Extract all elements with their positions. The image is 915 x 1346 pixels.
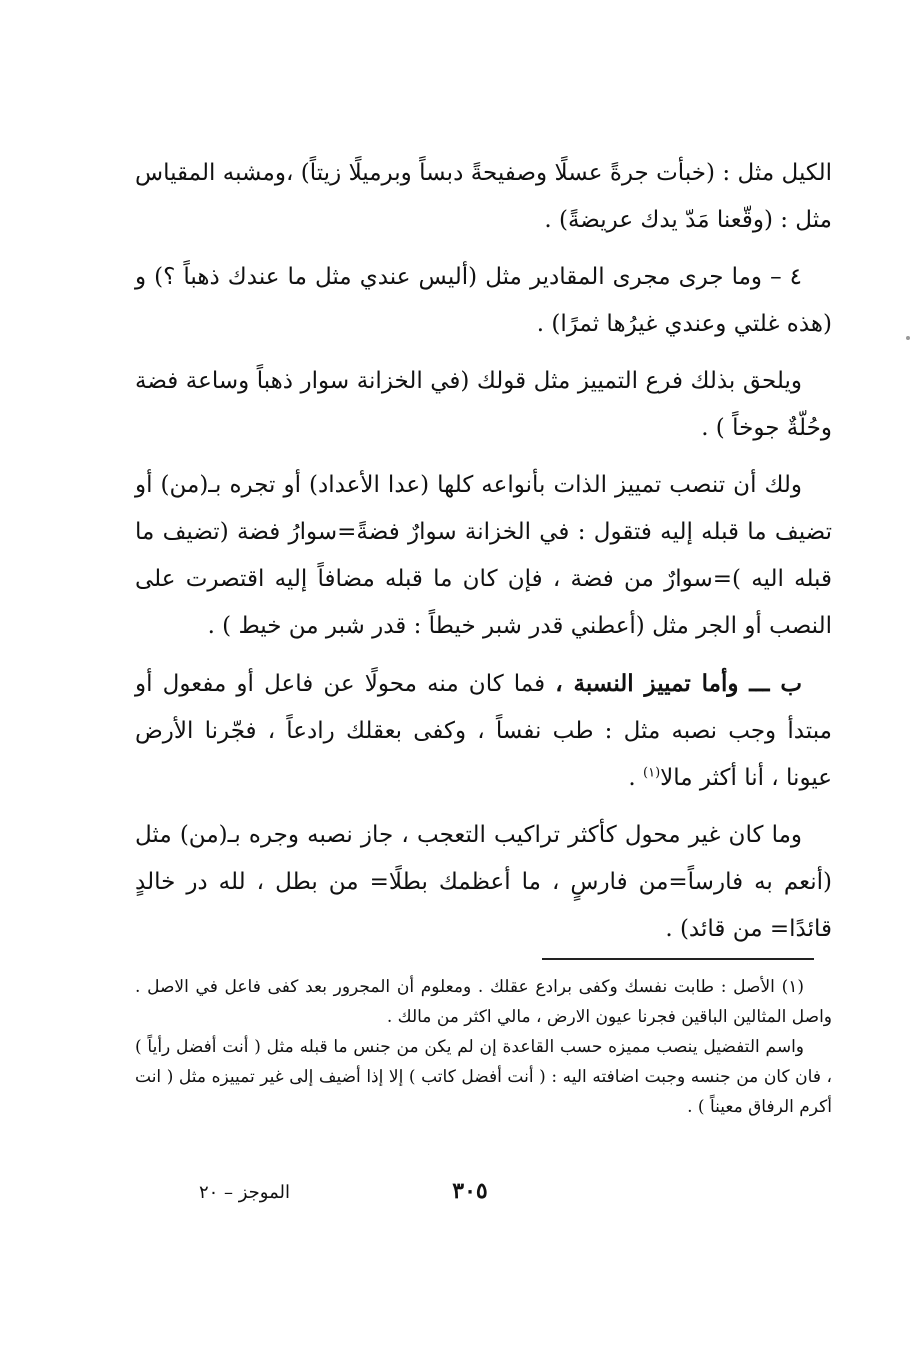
paragraph-5 — [135, 660, 832, 802]
paragraph-4 — [135, 462, 832, 650]
paragraph-2-text: ٤ – وما جرى مجرى المقادير مثل (أليس عندي مثل ما عندك ذهباً ؟) و (هذه غلتي وعندي غيرُها ثمرًا) . — [135, 264, 832, 337]
book-signature: الموجز – ٢٠ — [198, 1182, 290, 1203]
paragraph-6-text: وما كان غير محول كأكثر تراكيب التعجب ، جاز نصبه وجره بـ(من) مثل (أنعم به فارساً=من فارسٍ ، ما أعظمك بطلًا= من بطل ، لله در خالدٍ قائدًا= من قائد) . — [135, 822, 832, 942]
footnote-marker[interactable]: (١) — [643, 765, 661, 781]
footnote-1-text: (١) الأصل : طابت نفسك وكفى برادع عقلك . ومعلوم أن المجرور بعد كفى فاعل في الاصل . واصل المثالين الباقين فجرنا عيون الارض ، مالي اكثر من مالك . — [135, 977, 832, 1027]
footnote-divider — [542, 958, 814, 960]
paragraph-4-text: ولك أن تنصب تمييز الذات بأنواعه كلها (عدا الأعداد) أو تجره بـ(من) أو تضيف ما قبله إليه فتقول : في الخزانة سوارٌ فضةً=سوارُ فضة (تضيف ما قبله اليه )=سوارٌ من فضة ، فإن كان ما قبله مضافاً إليه اقتصرت على النصب أو الجر مثل (أعطني قدر شبر خيطاً : قدر شبر من خيط ) . — [135, 472, 832, 639]
paragraph-2 — [135, 254, 832, 348]
paragraph-3-text: ويلحق بذلك فرع التمييز مثل قولك (في الخزانة سوار ذهباً وساعة فضة وحُلّةٌ جوخاً ) . — [135, 368, 832, 441]
footnote-2 — [135, 1032, 832, 1122]
paragraph-5-text: فما كان منه محولًا عن فاعل أو مفعول أو مبتدأ وجب نصبه مثل : طب نفساً ، وكفى بعقلك رادعاً ، فجّرنا الأرض عيونا ، أنا أكثر مالا — [135, 671, 832, 791]
paragraph-5-tail: . — [628, 765, 644, 791]
margin-dot — [906, 336, 910, 340]
footnote-2-text: واسم التفضيل ينصب مميزه حسب القاعدة إن لم يكن من جنس ما قبله مثل ( أنت أفضل رأياً ) ، فان كان من جنسه وجبت اضافته اليه : ( أنت أفضل كاتب ) إلا إذا أضيف إلى غير تمييزه مثل ( انت أكرم الرفاق معيناً ) . — [135, 1037, 832, 1117]
paragraph-3 — [135, 358, 832, 452]
paragraph-6 — [135, 812, 832, 953]
page-number: ٣٠٥ — [452, 1178, 488, 1204]
main-text-body — [135, 150, 832, 959]
paragraph-1-text: الكيل مثل : (خبأت جرةً عسلًا وصفيحةً دبساً وبرميلًا زيتاً) ،ومشبه المقياس مثل : (وقّعنا مَدّ يدك عريضةً) . — [135, 160, 832, 233]
section-heading-nisba: ب ـــ وأما تمييز النسبة ، — [555, 670, 803, 697]
paragraph-1 — [135, 150, 832, 244]
footnote-1 — [135, 972, 832, 1032]
footnotes-section — [135, 972, 832, 1122]
